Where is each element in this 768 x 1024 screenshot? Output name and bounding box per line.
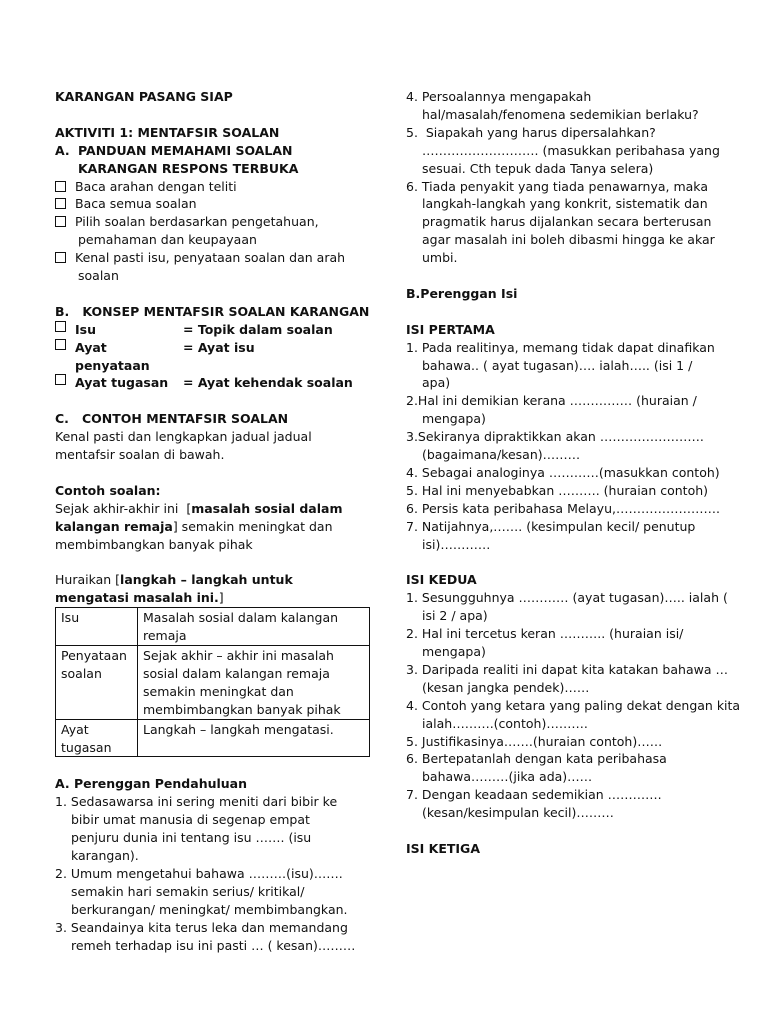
checkbox-icon [55, 198, 66, 209]
left-column [55, 88, 375, 954]
perenggan-isi-title: B.Perenggan Isi [406, 285, 518, 301]
isi-kedua-title: ISI KEDUA [406, 572, 477, 588]
checkbox-icon [55, 216, 66, 227]
table-cell-label: Penyataan soalan [56, 646, 138, 720]
checklist-item: Pilih soalan berdasarkan pengetahuan, pemahaman dan keupayaan [55, 213, 375, 249]
pendahuluan-title: A. Perenggan Pendahuluan [55, 776, 248, 792]
checklist-item: Baca semua soalan [55, 195, 375, 213]
list-item: 3. Daripada realiti ini dapat kita katakan bahawa … (kesan jangka pendek)…… [406, 661, 728, 695]
section-a-label: A. [55, 142, 70, 158]
section-c-title: C. CONTOH MENTAFSIR SOALAN [55, 411, 289, 427]
table-cell-value: Langkah – langkah mengatasi. [138, 719, 370, 757]
checkbox-icon [55, 339, 66, 350]
list-item: 5. Justifikasinya…….(huraian contoh)…… [406, 733, 663, 749]
list-item: 5. Hal ini menyebabkan ………. (huraian contoh) [406, 482, 709, 498]
section-a-title-line1: PANDUAN MEMAHAMI SOALAN [78, 142, 293, 158]
checklist-item: Kenal pasti isu, penyataan soalan dan arah soalan [55, 249, 375, 285]
table-cell-value: Masalah sosial dalam kalangan remaja [138, 608, 370, 646]
list-item: 7. Natijahnya,……. (kesimpulan kecil/ penutup isi)………… [406, 518, 696, 552]
section-a-heading [55, 142, 375, 178]
aktiviti-title: AKTIVITI 1: MENTAFSIR SOALAN [55, 124, 280, 140]
list-item: 3.Sekiranya dipraktikkan akan ……………………. (bagaimana/kesan)……… [406, 429, 704, 463]
table-row [56, 646, 370, 720]
list-item: 6. Tiada penyakit yang tiada penawarnya, maka langkah-langkah yang konkrit, sistematik dan pragmatik harus dijalankan secara berterusan agar masalah ini boleh dibasmi hingga ke akar umbi. [406, 178, 715, 266]
list-item: 2. Umum mengetahui bahawa ………(isu)……. semakin hari semakin serius/ kritikal/ berkurangan/ meningkat/ membimbangkan. [55, 865, 348, 917]
list-item: 4. Persoalannya mengapakah hal/masalah/fenomena sedemikian berlaku? [406, 89, 699, 122]
checklist-item: Baca arahan dengan teliti [55, 178, 375, 196]
list-item: 2.Hal ini demikian kerana …………… (huraian / mengapa) [406, 393, 697, 427]
table-cell-label: Ayat tugasan [56, 719, 138, 757]
checkbox-icon [55, 321, 66, 332]
list-item: 7. Dengan keadaan sedemikian …………. (kesan/kesimpulan kecil)……… [406, 787, 662, 821]
huraikan-instruction: Huraikan [langkah – langkah untuk mengatasi masalah ini.] [55, 572, 293, 606]
checkbox-icon [55, 374, 66, 385]
contoh-label: Contoh soalan: [55, 482, 161, 498]
list-item: 1. Sedasawarsa ini sering meniti dari bibir ke bibir umat manusia di segenap empat penjuru dunia ini tentang isu ……. (isu karangan). [55, 794, 338, 863]
concept-row: Ayat penyataan = Ayat isu [55, 339, 375, 375]
concept-row: Ayat tugasan = Ayat kehendak soalan [55, 374, 375, 392]
concept-row: Isu = Topik dalam soalan [55, 321, 375, 339]
list-item: 1. Pada realitinya, memang tidak dapat dinafikan bahawa.. ( ayat tugasan)…. ialah….. (isi 1 / apa) [406, 339, 715, 391]
list-item: 5. Siapakah yang harus dipersalahkan? ………………………. (masukkan peribahasa yang sesuai. Cth tepuk dada Tanya selera) [406, 124, 724, 176]
table-row [56, 719, 370, 757]
section-a-title-line2: KARANGAN RESPONS TERBUKA [78, 160, 299, 176]
mentafsir-table [55, 607, 370, 757]
section-b-title: B. KONSEP MENTAFSIR SOALAN KARANGAN [55, 303, 370, 319]
document-title: KARANGAN PASANG SIAP [55, 89, 233, 104]
list-item: 4. Sebagai analoginya …………(masukkan contoh) [406, 465, 720, 480]
isi-pertama-title: ISI PERTAMA [406, 321, 495, 337]
table-cell-label: Isu [56, 608, 138, 646]
checkbox-icon [55, 252, 66, 263]
section-c-intro: Kenal pasti dan lengkapkan jadual jadual mentafsir soalan di bawah. [55, 429, 312, 463]
table-cell-value: Sejak akhir – akhir ini masalah sosial dalam kalangan remaja semakin meningkat dan membimbangkan banyak pihak [138, 646, 370, 720]
list-item: 2. Hal ini tercetus keran ……….. (huraian isi/ mengapa) [406, 626, 684, 660]
isi-ketiga-title: ISI KETIGA [406, 841, 480, 856]
list-item: 6. Persis kata peribahasa Melayu,……………………. [406, 500, 720, 516]
table-row [56, 608, 370, 646]
checkbox-icon [55, 181, 66, 192]
right-column [406, 88, 741, 858]
list-item: 1. Sesungguhnya ………… (ayat tugasan)….. ialah ( isi 2 / apa) [406, 590, 728, 624]
contoh-soalan: Sejak akhir-akhir ini [masalah sosial dalam kalangan remaja] semakin meningkat dan membimbangkan banyak pihak [55, 500, 343, 552]
list-item: 3. Seandainya kita terus leka dan memandang remeh terhadap isu ini pasti … ( kesan)……… [55, 919, 356, 953]
list-item: 6. Bertepatanlah dengan kata peribahasa bahawa………(jika ada)…… [406, 751, 667, 785]
list-item: 4. Contoh yang ketara yang paling dekat dengan kita ialah……….(contoh)………. [406, 697, 741, 731]
